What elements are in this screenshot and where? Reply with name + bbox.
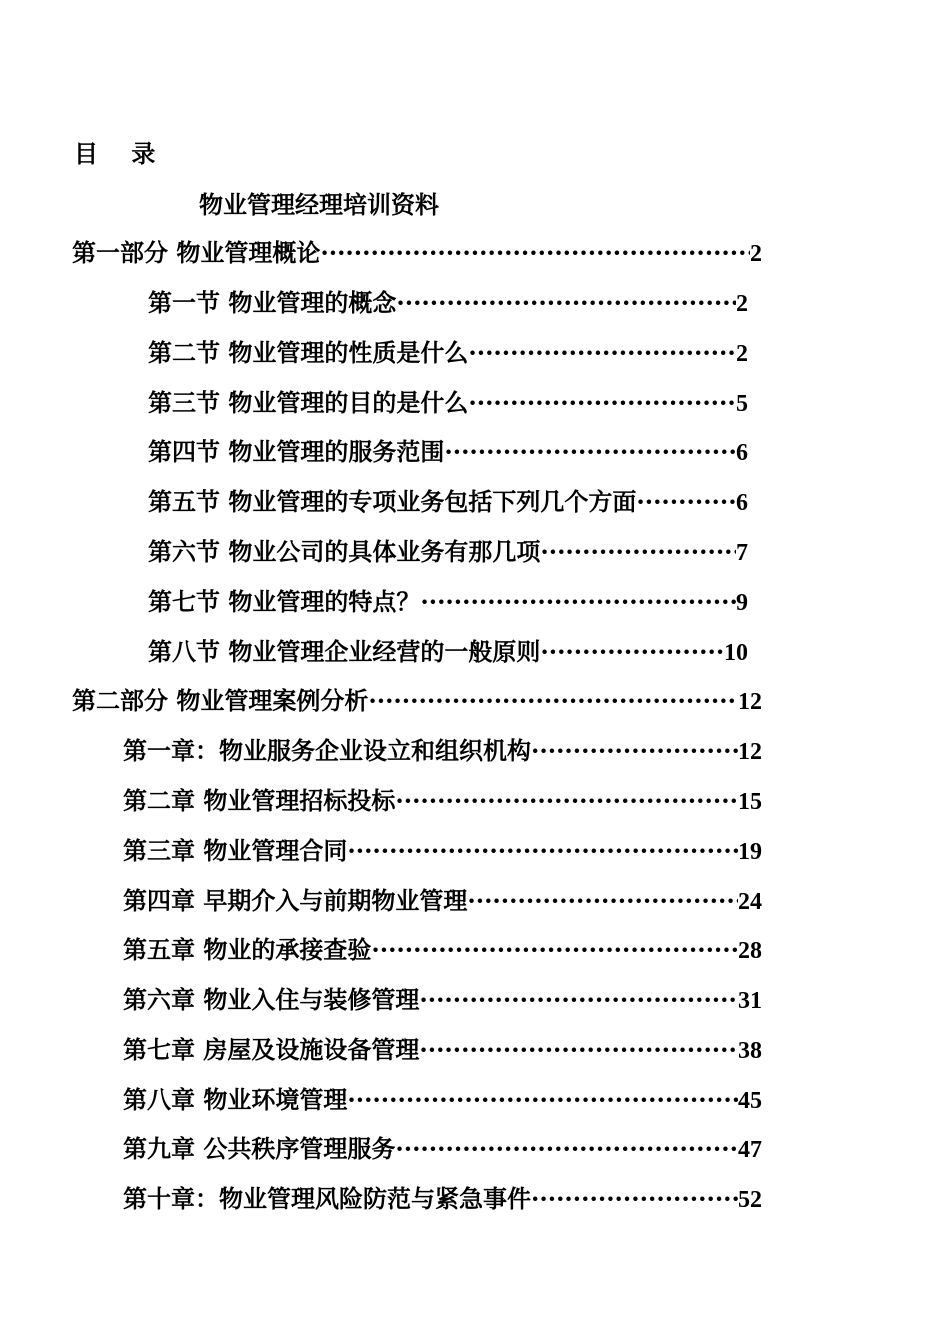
toc-page-number: 47 <box>738 1137 762 1163</box>
toc-entry-label: 第七章 房屋及设施设备管理 <box>123 1035 420 1064</box>
toc-page-number: 12 <box>738 739 762 765</box>
toc-leader-dots <box>531 1184 738 1213</box>
toc-heading: 目 录 <box>74 139 156 168</box>
toc-entry-section[interactable] <box>148 333 748 367</box>
toc-entry-label: 第五章 物业的承接查验 <box>123 935 372 964</box>
toc-entry-label: 第六章 物业入住与装修管理 <box>123 985 420 1014</box>
toc-page-number: 2 <box>750 241 762 267</box>
toc-leader-dots <box>540 637 724 666</box>
toc-page-number: 6 <box>736 440 748 466</box>
toc-entry-label: 第四章 早期介入与前期物业管理 <box>123 886 468 915</box>
toc-entry-label: 第五节 物业管理的专项业务包括下列几个方面 <box>148 487 637 516</box>
toc-leader-dots <box>420 587 736 616</box>
toc-entry-section[interactable] <box>148 632 748 666</box>
toc-page-number: 12 <box>738 689 762 715</box>
toc-leader-dots <box>368 686 738 715</box>
toc-page-number: 52 <box>738 1187 762 1213</box>
toc-leader-dots <box>444 437 736 466</box>
toc-page-number: 9 <box>736 590 748 616</box>
toc-entry-label: 第十章：物业管理风险防范与紧急事件 <box>123 1184 531 1213</box>
toc-entry-chapter[interactable] <box>123 1030 762 1064</box>
toc-entry-label: 第二节 物业管理的性质是什么 <box>148 338 469 367</box>
toc-leader-dots <box>347 1085 738 1114</box>
toc-entry-label: 第八节 物业管理企业经营的一般原则 <box>148 637 541 666</box>
toc-entry-chapter[interactable] <box>123 1179 762 1213</box>
toc-entry-label: 第三章 物业管理合同 <box>123 836 348 865</box>
toc-page-number: 10 <box>724 640 748 666</box>
toc-page-number: 38 <box>738 1038 762 1064</box>
toc-leader-dots <box>320 238 750 267</box>
toc-leader-dots <box>371 935 738 964</box>
toc-entry-label: 第四节 物业管理的服务范围 <box>148 437 445 466</box>
toc-leader-dots <box>395 786 738 815</box>
toc-entry-section[interactable] <box>148 383 748 417</box>
toc-entry-section[interactable] <box>148 283 748 317</box>
toc-entry-section[interactable] <box>148 532 748 566</box>
toc-entry-label: 第二部分 物业管理案例分析 <box>72 686 369 715</box>
toc-entry-part[interactable] <box>72 681 762 715</box>
toc-leader-dots <box>396 288 736 317</box>
toc-entry-chapter[interactable] <box>123 1080 762 1114</box>
document-subtitle: 物业管理经理培训资料 <box>199 190 439 219</box>
toc-page-number: 7 <box>736 540 748 566</box>
toc-entry-chapter[interactable] <box>123 980 762 1014</box>
toc-page-number: 5 <box>736 391 748 417</box>
toc-entry-label: 第三节 物业管理的目的是什么 <box>148 388 469 417</box>
toc-page-number: 45 <box>738 1088 762 1114</box>
toc-entry-chapter[interactable] <box>123 731 762 765</box>
toc-leader-dots <box>540 537 736 566</box>
toc-entry-chapter[interactable] <box>123 831 762 865</box>
toc-leader-dots <box>636 487 736 516</box>
toc-entry-label: 第一章：物业服务企业设立和组织机构 <box>123 736 531 765</box>
toc-entry-label: 第八章 物业环境管理 <box>123 1085 348 1114</box>
toc-entry-label: 第七节 物业管理的特点？ <box>148 587 421 616</box>
toc-page-number: 2 <box>736 341 748 367</box>
toc-leader-dots <box>468 388 736 417</box>
toc-leader-dots <box>467 886 738 915</box>
toc-page-number: 2 <box>736 291 748 317</box>
toc-entry-section[interactable] <box>148 582 748 616</box>
toc-entry-chapter[interactable] <box>123 1129 762 1163</box>
toc-page-number: 15 <box>738 789 762 815</box>
toc-leader-dots <box>419 985 738 1014</box>
toc-entry-label: 第六节 物业公司的具体业务有那几项 <box>148 537 541 566</box>
toc-entry-chapter[interactable] <box>123 930 762 964</box>
toc-leader-dots <box>531 736 738 765</box>
toc-entry-label: 第一部分 物业管理概论 <box>72 238 321 267</box>
toc-page-number: 28 <box>738 938 762 964</box>
toc-entry-section[interactable] <box>148 482 748 516</box>
toc-entry-chapter[interactable] <box>123 781 762 815</box>
toc-entry-label: 第一节 物业管理的概念 <box>148 288 397 317</box>
toc-entry-label: 第九章 公共秩序管理服务 <box>123 1134 396 1163</box>
toc-page-number: 6 <box>736 490 748 516</box>
toc-leader-dots <box>347 836 738 865</box>
toc-entry-chapter[interactable] <box>123 881 762 915</box>
toc-entry-label: 第二章 物业管理招标投标 <box>123 786 396 815</box>
toc-leader-dots <box>468 338 736 367</box>
toc-leader-dots <box>395 1134 738 1163</box>
toc-entry-section[interactable] <box>148 432 748 466</box>
toc-leader-dots <box>419 1035 738 1064</box>
toc-page-number: 24 <box>738 889 762 915</box>
toc-page-number: 19 <box>738 839 762 865</box>
toc-page-number: 31 <box>738 988 762 1014</box>
toc-entry-part[interactable] <box>72 233 762 267</box>
